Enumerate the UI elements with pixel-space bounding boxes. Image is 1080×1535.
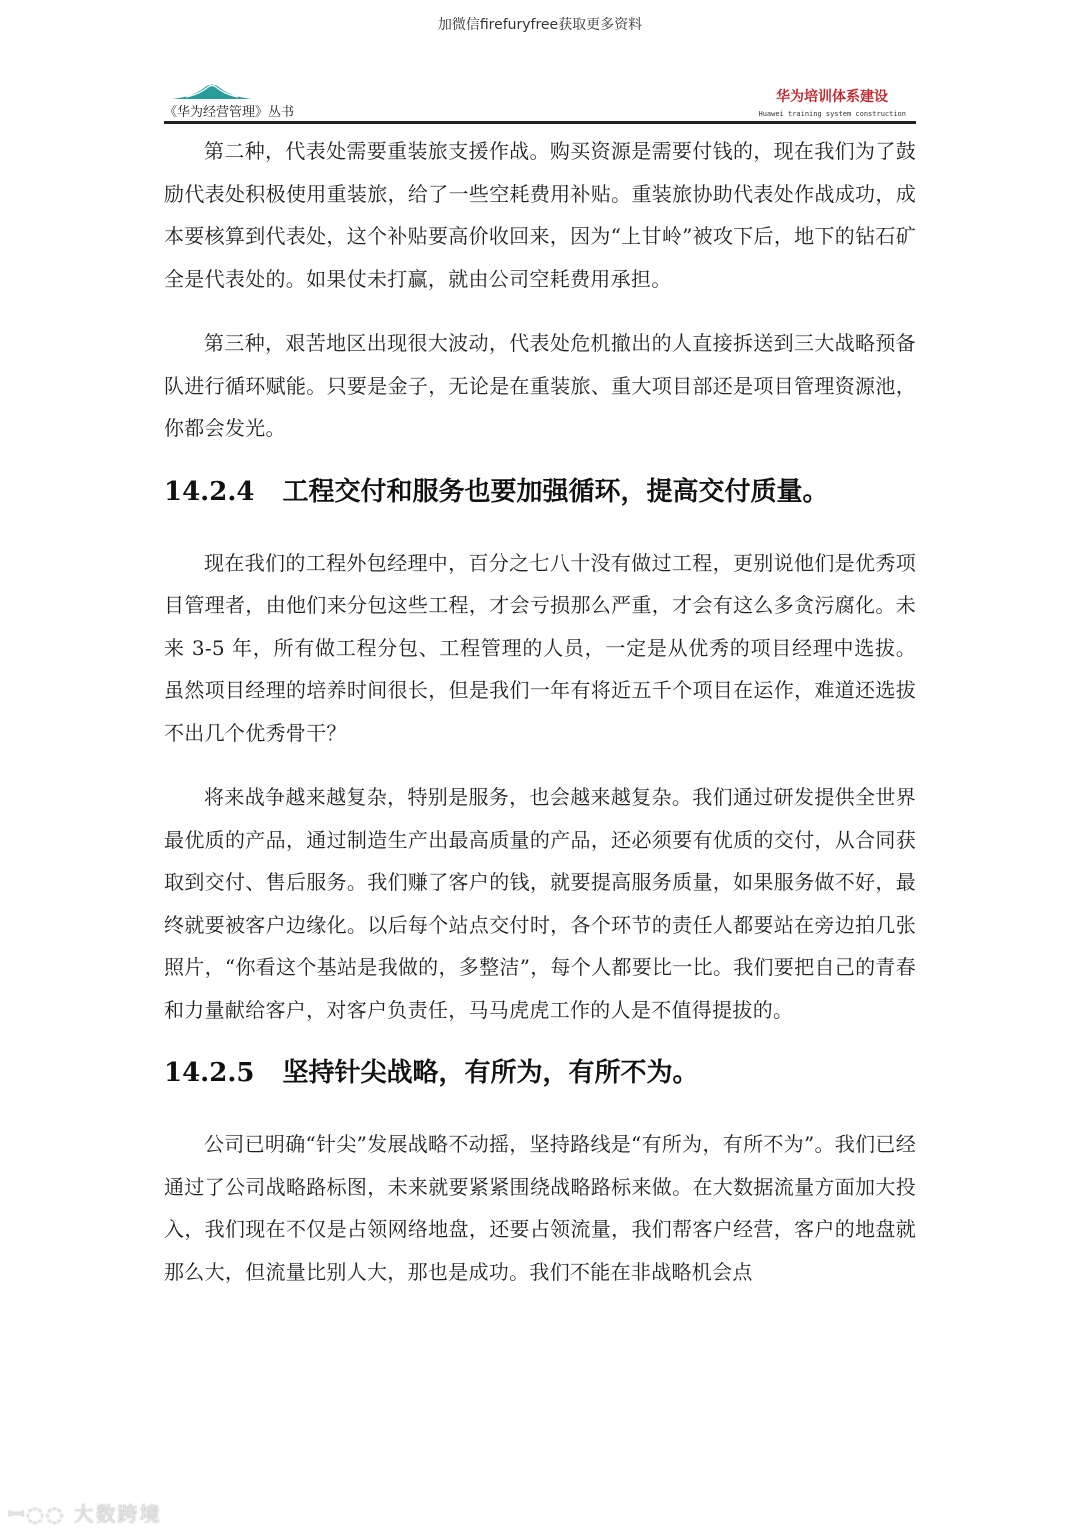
section-title: 坚持针尖战略，有所为，有所不为。 bbox=[282, 1058, 699, 1088]
watermark-top: 加微信firefuryfree获取更多资料 bbox=[437, 17, 643, 33]
paragraph-2: 第三种，艰苦地区出现很大波动，代表处危机撤出的人直接拆送到三大战略预备队进行循环赋能。只要是金子，无论是在重装旅、重大项目部还是项目管理资源池，你都会发光。 bbox=[164, 331, 916, 440]
watermark-bottom bbox=[8, 1498, 162, 1527]
page-body bbox=[164, 130, 916, 1315]
paragraph-4: 将来战争越来越复杂，特别是服务，也会越来越复杂。我们通过研发提供全世界最优质的产品，通过制造生产出最高质量的产品，还必须要有优质的交付，从合同获取到交付、售后服务。我们赚了客户的钱，就要提高服务质量，如果服务做不好，最终就要被客户边缘化。以后每个站点交付时，各个环节的责任人都要站在旁边拍几张照片，“你看这个基站是我做的，多整洁”，每个人都要比一比。我们要把自己的青春和力量献给客户，对客户负责任，马马虎虎工作的人是不值得提拔的。 bbox=[164, 785, 916, 1022]
header-divider bbox=[164, 121, 916, 124]
section-title: 工程交付和服务也要加强循环，提高交付质量。 bbox=[282, 476, 829, 507]
brand-title: 华为培训体系建设 bbox=[776, 89, 888, 105]
section-number: 14.2.5 bbox=[164, 1058, 255, 1088]
mountain-logo-icon bbox=[172, 80, 252, 100]
section-heading-14-2-5 bbox=[164, 1053, 916, 1093]
series-title: 《华为经营管理》丛书 bbox=[164, 105, 295, 120]
paragraph-3: 现在我们的工程外包经理中，百分之七八十没有做过工程，更别说他们是优秀项目管理者，由他们来分包这些工程，才会亏损那么严重，才会有这么多贪污腐化。未来 3-5 年，所有做工程分包、工程管理的人员，一定是从优秀的项目经理中选拔。虽然项目经理的培养时间很长，但是我们一年有将近五千个项目在运作，难道还选拔不出几个优秀骨干？ bbox=[164, 550, 916, 745]
brand-subtitle: Huawei training system construction bbox=[758, 110, 906, 118]
watermark-bottom-text: 大数跨境 bbox=[73, 1502, 162, 1526]
section-number: 14.2.4 bbox=[164, 476, 255, 507]
section-heading-14-2-4 bbox=[164, 472, 916, 512]
page-header bbox=[164, 78, 916, 124]
watermark-logo-icon: ꟷ◌◌ bbox=[8, 1502, 74, 1526]
paragraph-5: 公司已明确“针尖”发展战略不动摇，坚持路线是“有所为，有所不为”。我们已经通过了公司战略路标图，未来就要紧紧围绕战略路标来做。在大数据流量方面加大投入，我们现在不仅是占领网络地盘，还要占领流量，我们帮客户经营，客户的地盘就那么大，但流量比别人大，那也是成功。我们不能在非战略机会点 bbox=[164, 1132, 916, 1284]
paragraph-1: 第二种，代表处需要重装旅支援作战。购买资源是需要付钱的，现在我们为了鼓励代表处积极使用重装旅，给了一些空耗费用补贴。重装旅协助代表处作战成功，成本要核算到代表处，这个补贴要高价收回来，因为“上甘岭”被攻下后，地下的钻石矿全是代表处的。如果仗未打赢，就由公司空耗费用承担。 bbox=[164, 139, 916, 291]
